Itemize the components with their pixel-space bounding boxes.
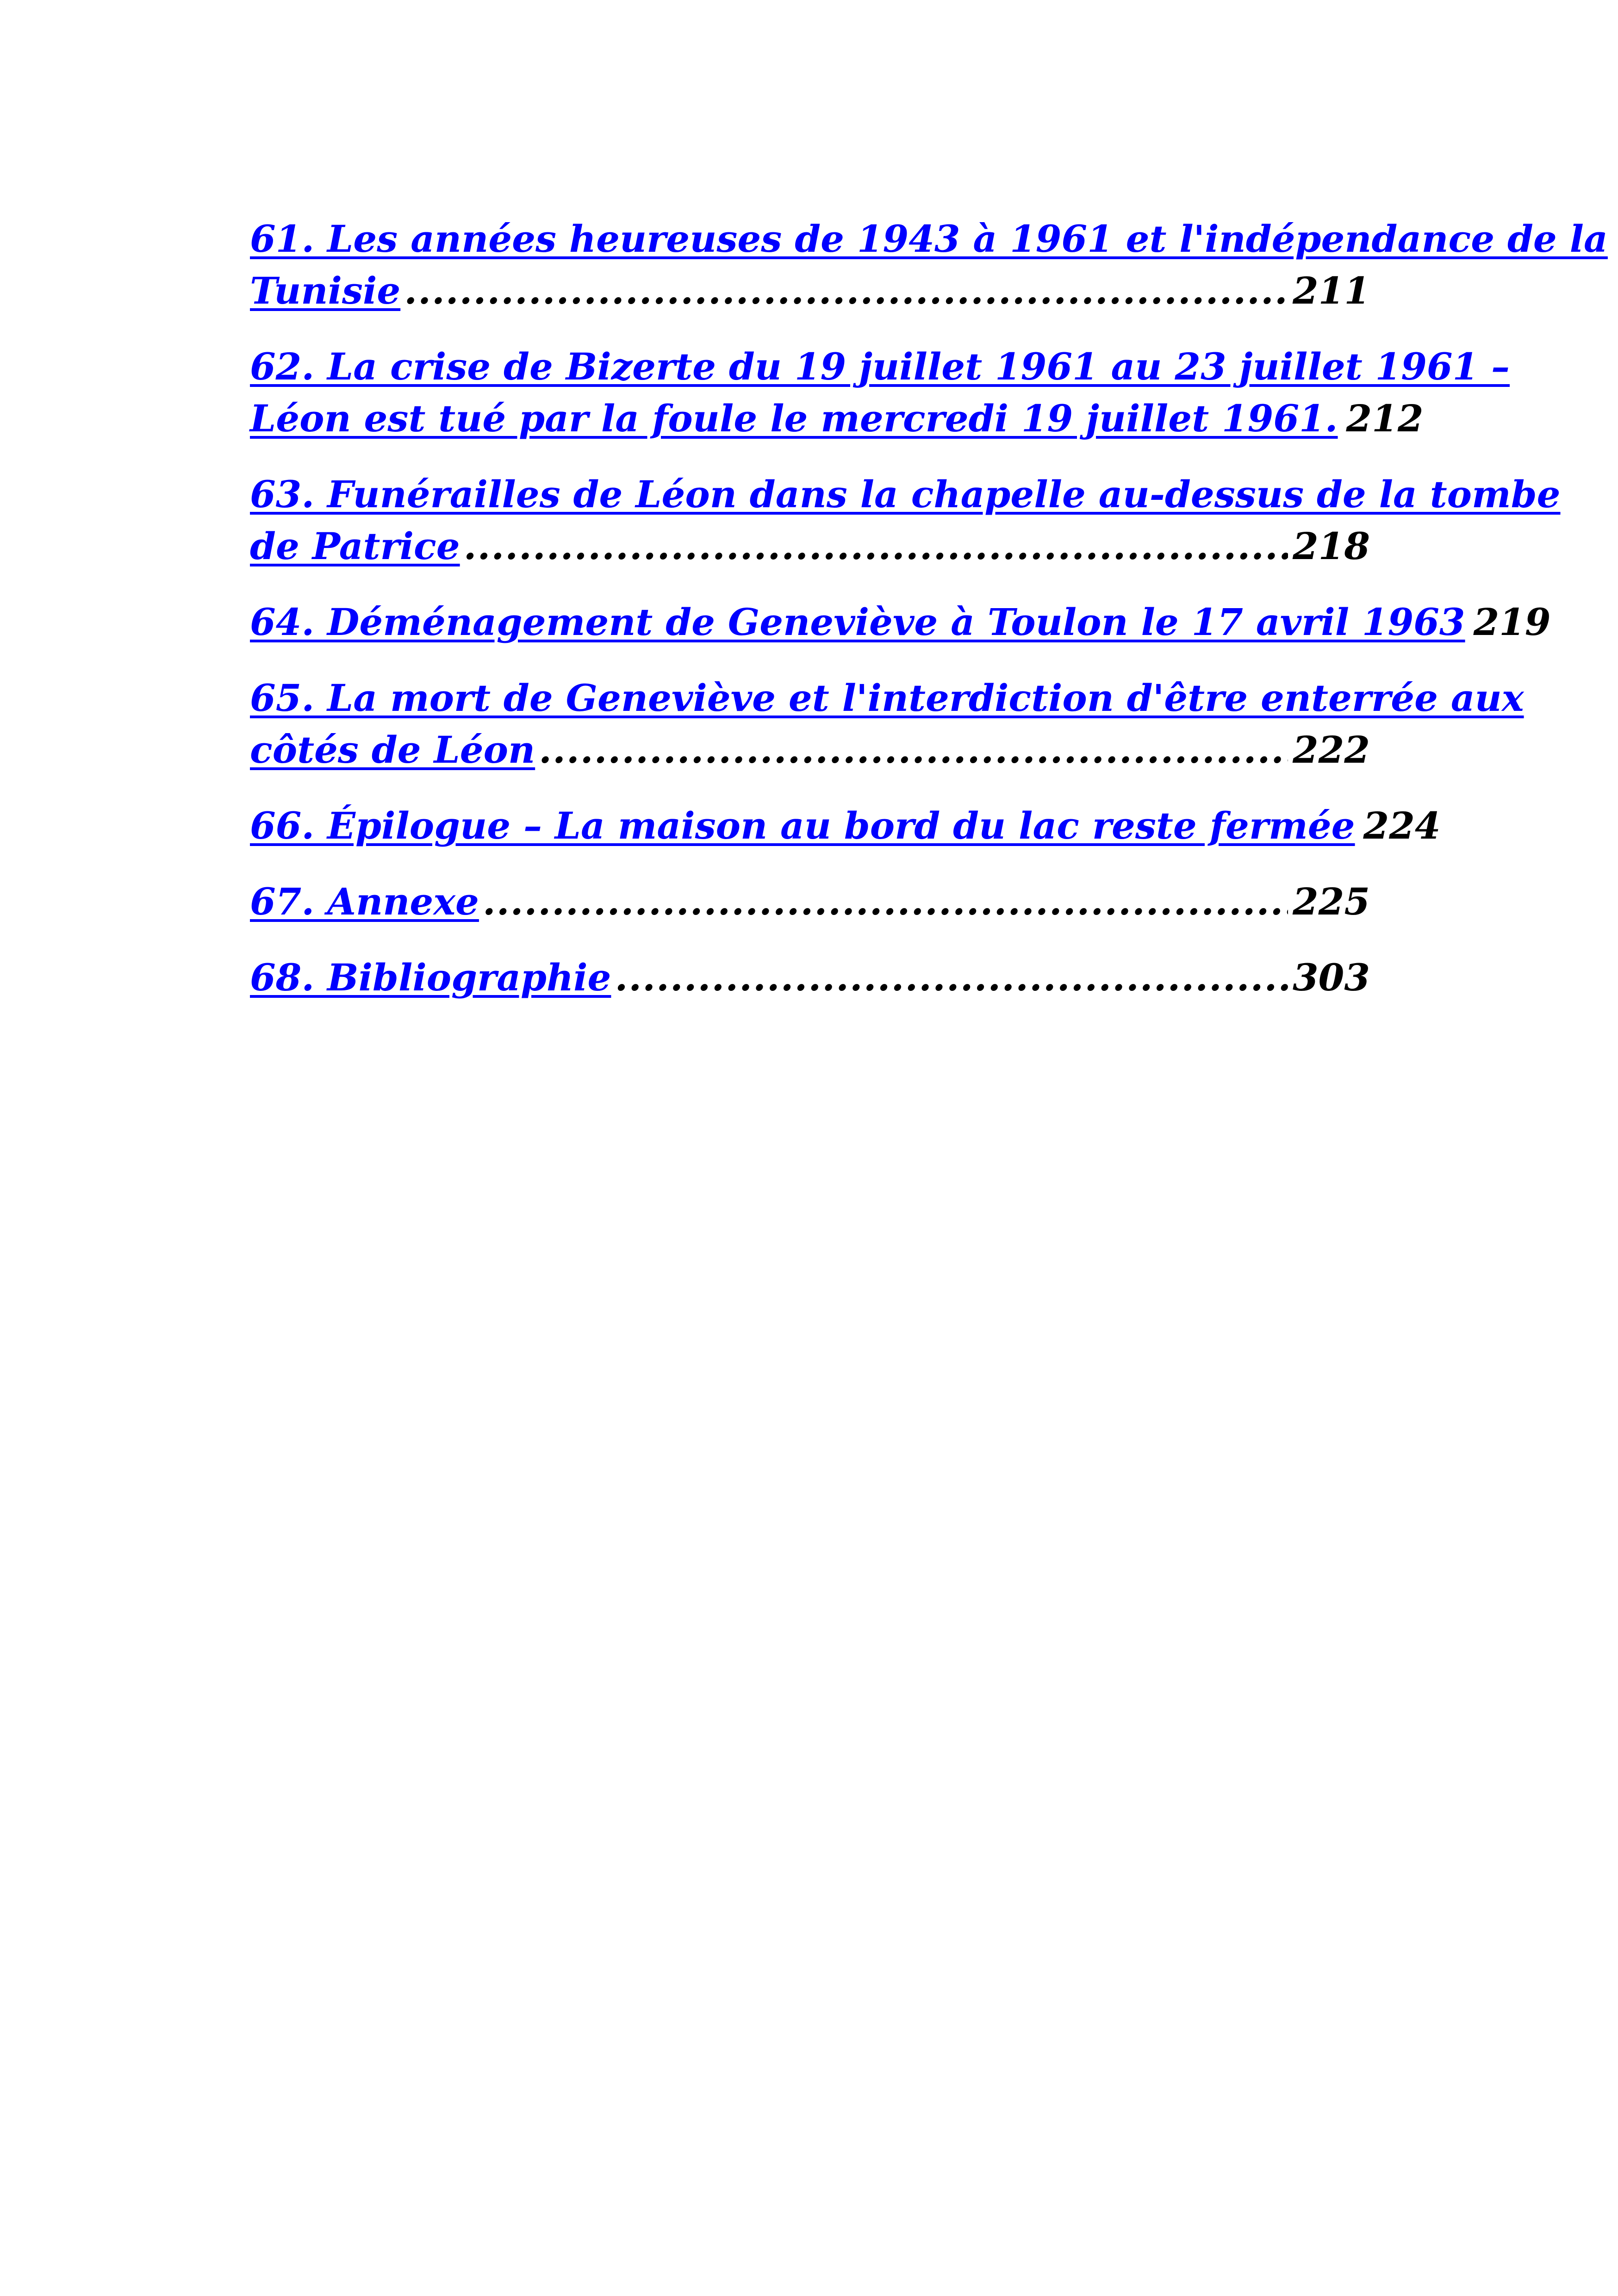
- toc-line: [250, 520, 1370, 572]
- toc-link-title[interactable]: Tunisie: [250, 269, 401, 312]
- dot-leader: [464, 520, 1288, 572]
- toc-entry-68[interactable]: [250, 952, 1370, 1003]
- page-number: 212: [1346, 397, 1424, 440]
- dot-leader: [404, 265, 1288, 317]
- page-number: 211: [1293, 269, 1370, 312]
- toc-link-title[interactable]: 67. Annexe: [250, 880, 479, 923]
- page-number: 303: [1293, 956, 1370, 999]
- toc-line: [250, 341, 1510, 392]
- toc-line: [250, 468, 1561, 520]
- table-of-contents: [250, 213, 1608, 1027]
- toc-entry-62[interactable]: [250, 341, 1510, 444]
- toc-line: [250, 265, 1370, 317]
- toc-link-title[interactable]: 63. Funérailles de Léon dans la chapelle au-dessus de la tombe: [250, 473, 1561, 516]
- toc-line: [250, 596, 1551, 648]
- toc-line: [250, 672, 1524, 724]
- toc-line: [250, 724, 1370, 776]
- toc-link-title[interactable]: de Patrice: [250, 524, 460, 568]
- toc-entry-63[interactable]: [250, 468, 1561, 572]
- toc-entry-66[interactable]: [250, 800, 1441, 852]
- toc-line: [250, 800, 1441, 852]
- toc-link-title[interactable]: 62. La crise de Bizerte du 19 juillet 1961 au 23 juillet 1961 –: [250, 345, 1510, 388]
- toc-line: [250, 876, 1370, 927]
- toc-link-title[interactable]: 68. Bibliographie: [250, 956, 611, 999]
- page-number: 225: [1293, 880, 1370, 923]
- toc-line: [250, 392, 1424, 444]
- dot-leader: [615, 952, 1288, 1003]
- page-number: 218: [1293, 524, 1370, 568]
- toc-link-title[interactable]: 64. Déménagement de Geneviève à Toulon le 17 avril 1963: [250, 600, 1465, 644]
- toc-entry-64[interactable]: [250, 596, 1551, 648]
- toc-line: [250, 952, 1370, 1003]
- dot-leader: [483, 876, 1288, 927]
- dot-leader: [539, 724, 1288, 776]
- toc-link-title[interactable]: Léon est tué par la foule le mercredi 19 juillet 1961.: [250, 397, 1338, 440]
- toc-entry-67[interactable]: [250, 876, 1370, 927]
- toc-link-title[interactable]: 65. La mort de Geneviève et l'interdiction d'être enterrée aux: [250, 676, 1524, 720]
- toc-entry-65[interactable]: [250, 672, 1524, 776]
- toc-link-title[interactable]: côtés de Léon: [250, 728, 535, 772]
- page-number: 222: [1293, 728, 1370, 772]
- page-number: 224: [1363, 804, 1441, 847]
- toc-link-title[interactable]: 61. Les années heureuses de 1943 à 1961 et l'indépendance de la: [250, 217, 1608, 261]
- toc-entry-61[interactable]: [250, 213, 1608, 317]
- toc-link-title[interactable]: 66. Épilogue – La maison au bord du lac reste fermée: [250, 804, 1355, 847]
- page-number: 219: [1473, 600, 1551, 644]
- toc-line: [250, 213, 1608, 265]
